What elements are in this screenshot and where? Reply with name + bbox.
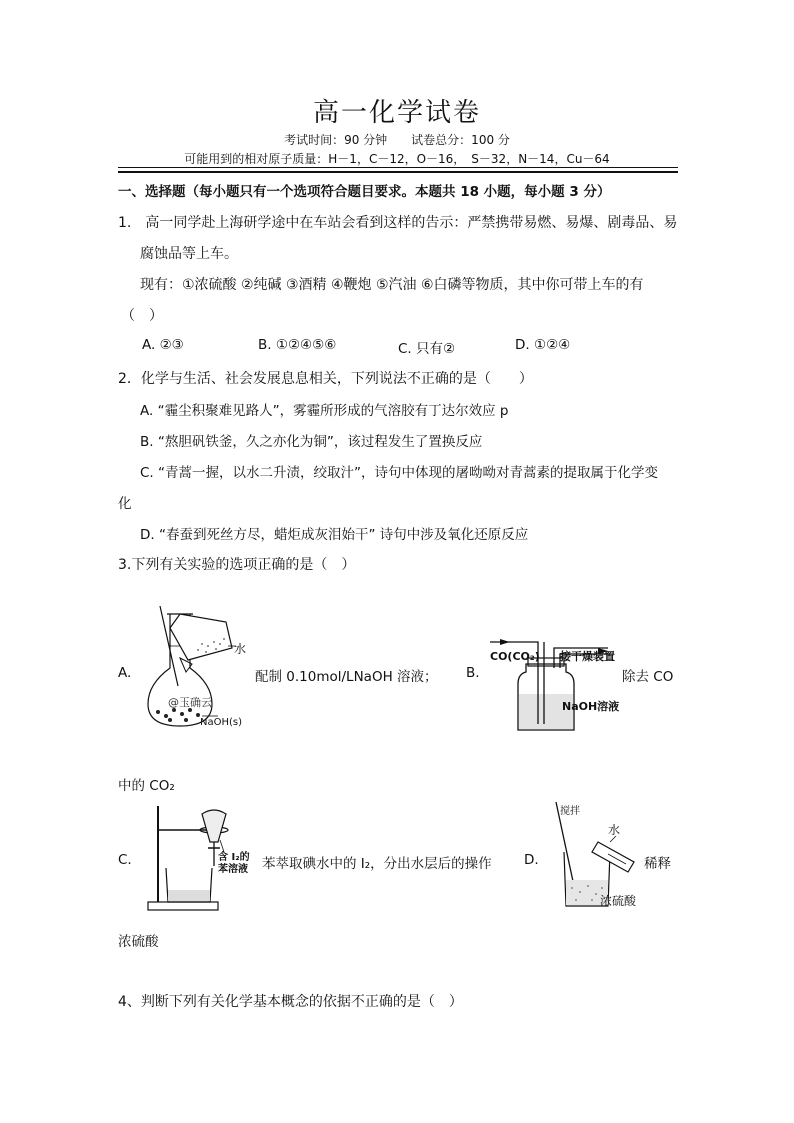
flask-water-label: 水 <box>234 642 247 656</box>
q3-option-b-text: 除去 CO <box>622 669 674 685</box>
q3-option-d-text-cont: 浓硫酸 <box>118 934 159 950</box>
q3-option-d-text: 稀释 <box>644 856 671 872</box>
q2-option-c[interactable]: C. “青蒿一握，以水二升渍，绞取汁”，诗句中体现的屠呦呦对青蒿素的提取属于化学变 <box>140 465 658 481</box>
drying-label: 接干燥装置 <box>560 650 615 663</box>
funnel-label-2: 苯溶液 <box>218 864 248 875</box>
header-divider-thin <box>118 167 678 168</box>
q2-option-b[interactable]: B. “熬胆矾铁釜，久之亦化为铜”，该过程发生了置换反应 <box>140 434 483 450</box>
q2-option-c-cont: 化 <box>118 496 132 512</box>
dilution-acid-label: 浓硫酸 <box>600 894 637 908</box>
q2-option-a[interactable]: A. “霾尘积聚难见路人”，雾霾所形成的气溶胶有丁达尔效应 p <box>140 403 509 419</box>
flask-watermark: @玉确云 <box>168 696 212 709</box>
q3-option-b-label[interactable]: B. <box>466 665 480 681</box>
q1-option-c[interactable]: C. 只有② <box>398 341 456 357</box>
q2-stem: 2．化学与生活、社会发展息息相关，下列说法不正确的是（ ） <box>118 371 533 387</box>
q3-option-a-label[interactable]: A. <box>118 665 132 681</box>
bottle-naoh-label: NaOH溶液 <box>562 700 620 713</box>
q1-line4: （ ） <box>121 308 163 324</box>
q4-stem: 4、判断下列有关化学基本概念的依据不正确的是（ ） <box>118 994 463 1010</box>
stir-label: 搅拌 <box>560 806 580 817</box>
q3-option-d-label[interactable]: D. <box>524 852 539 868</box>
q1-line1: 1. 高一同学赴上海研学途中在车站会看到这样的告示：严禁携带易燃、易爆、剧毒品、易 <box>118 215 678 231</box>
q3-stem: 3.下列有关实验的选项正确的是（ ） <box>118 557 356 573</box>
q1-option-b[interactable]: B. ①②④⑤⑥ <box>258 337 337 353</box>
header-divider-thick <box>118 171 678 173</box>
q3-option-c-text: 苯萃取碘水中的 I₂，分出水层后的操作 <box>262 856 492 872</box>
page-title: 高一化学试卷 <box>312 98 481 128</box>
volumetric-flask-figure <box>140 606 250 732</box>
q2-option-d[interactable]: D. “春蚕到死丝方尽，蜡炬成灰泪始干” 诗句中涉及氧化还原反应 <box>140 527 529 543</box>
atomic-masses: 可能用到的相对原子质量：H－1，C－12，O－16， S－32，N－14，Cu－64 <box>184 152 610 166</box>
q1-option-d[interactable]: D. ①②④ <box>515 337 571 353</box>
dilution-water-label: 水 <box>608 823 621 837</box>
q3-option-b-text-cont: 中的 CO₂ <box>118 778 175 794</box>
q1-line3: 现有：①浓硫酸 ②纯碱 ③酒精 ④鞭炮 ⑤汽油 ⑥白磷等物质，其中你可带上车的有 <box>140 277 644 293</box>
q1-line2: 腐蚀品等上车。 <box>140 246 238 262</box>
flask-naoh-label: NaOH(s) <box>200 717 243 728</box>
section-heading: 一、选择题（每小题只有一个选项符合题目要求。本题共 18 小题，每小题 3 分） <box>118 184 611 200</box>
q1-option-a[interactable]: A. ②③ <box>142 337 184 353</box>
q3-option-a-text: 配制 0.10mol/LNaOH 溶液； <box>255 669 438 685</box>
exam-info: 考试时间：90 分钟 试卷总分：100 分 <box>284 133 510 147</box>
funnel-label-1: 含 I₂的 <box>218 852 250 863</box>
q3-option-c-label[interactable]: C. <box>118 852 132 868</box>
gas-inlet-label: CO(CO₂) <box>490 650 540 663</box>
